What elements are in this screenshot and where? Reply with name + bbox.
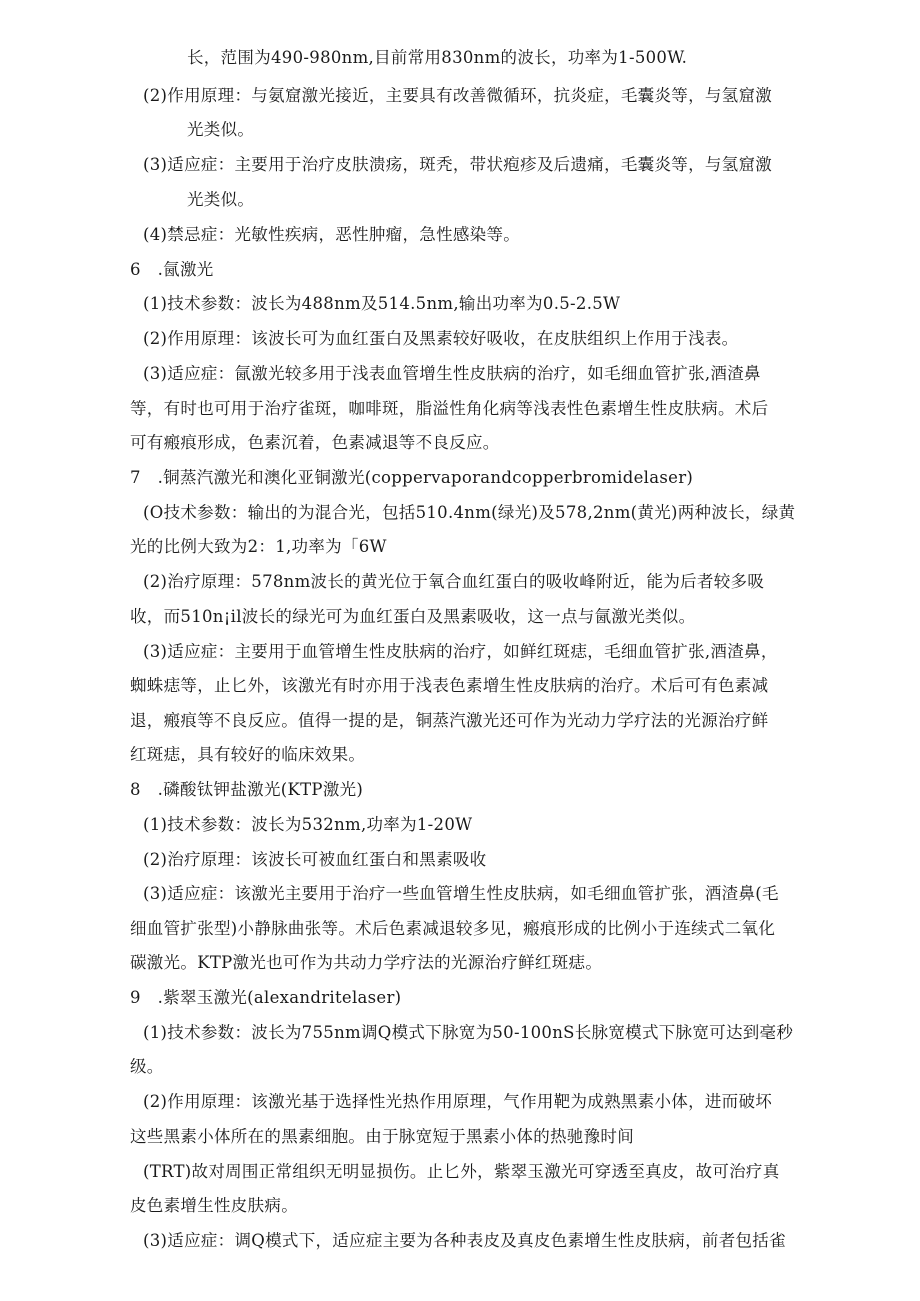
- text-line: 退，瘢痕等不良反应。值得一提的是，铜蒸汽激光还可作为光动力学疗法的光源治疗鲜: [130, 711, 769, 730]
- text-line: 碳激光。KTP激光也可作为共动力学疗法的光源治疗鲜红斑痣。: [130, 953, 603, 972]
- section-heading: 8 .磷酸钛钾盐激光(KTP激光): [130, 780, 364, 799]
- text-line: (2)作用原理：与氨窟激光接近，主要具有改善微循环，抗炎症，毛囊炎等，与氢窟激: [143, 86, 773, 105]
- section-heading: 6 .氤激光: [130, 260, 214, 279]
- text-line: (2)作用原理：该激光基于选择性光热作用原理，气作用靶为成熟黑素小体，进而破坏: [143, 1092, 773, 1111]
- text-line: 光类似。: [187, 120, 255, 139]
- text-line: 这些黑素小体所在的黑素细胞。由于脉宽短于黑素小体的热驰豫时间: [130, 1127, 634, 1146]
- text-line: (3)适应症：主要用于血管增生性皮肤病的治疗，如鲜红斑痣，毛细血管扩张,酒渣鼻，: [143, 642, 778, 661]
- text-line: (O技术参数：输出的为混合光，包括510.4nm(绿光)及578,2nm(黄光)两种波长，绿黄: [143, 503, 796, 522]
- text-line: (3)适应症：氤激光较多用于浅表血管增生性皮肤病的治疗，如毛细血管扩张,酒渣鼻: [143, 364, 761, 383]
- text-line: (1)技术参数：波长为532nm,功率为1-20W: [143, 815, 473, 834]
- text-line: (2)治疗原理：该波长可被血红蛋白和黑素吸收: [143, 850, 487, 869]
- text-line: (3)适应症：主要用于治疗皮肤溃疡，斑秃，带状疱疹及后遗痛，毛囊炎等，与氢窟激: [143, 155, 773, 174]
- text-line: (2)作用原理：该波长可为血红蛋白及黑素较好吸收，在皮肤组织上作用于浅表。: [143, 329, 739, 348]
- text-line: 细血管扩张型)小静脉曲张等。术后色素减退较多见，瘢痕形成的比例小于连续式二氧化: [130, 919, 776, 938]
- text-line: 红斑痣，具有较好的临床效果。: [130, 745, 366, 764]
- text-line: (2)治疗原理：578nm波长的黄光位于氧合血红蛋白的吸收峰附近，能为后者较多吸: [143, 572, 765, 591]
- text-line: 收，而510n¡il波长的绿光可为血红蛋白及黑素吸收，这一点与氤激光类似。: [130, 607, 696, 626]
- text-line: 等，有时也可用于治疗雀斑，咖啡斑，脂溢性角化病等浅表性色素增生性皮肤病。术后: [130, 399, 769, 418]
- text-line: 皮色素增生性皮肤病。: [130, 1196, 298, 1215]
- text-line: (TRT)故对周围正常组织无明显损伤。止匕外，紫翠玉激光可穿透至真皮，故可治疗真: [143, 1162, 780, 1181]
- section-heading: 7 .铜蒸汽激光和澳化亚铜激光(coppervaporandcopperbromidelaser): [130, 468, 694, 487]
- text-line: (1)技术参数：波长为488nm及514.5nm,输出功率为0.5-2.5W: [143, 294, 621, 313]
- section-heading: 9 .紫翠玉激光(alexandritelaser): [130, 988, 402, 1007]
- text-line: (1)技术参数：波长为755nm调Q模式下脉宽为50-100nS长脉宽模式下脉宽可达到毫秒: [143, 1023, 794, 1042]
- text-line: 蜘蛛痣等，止匕外，该激光有时亦用于浅表色素增生性皮肤病的治疗。术后可有色素减: [130, 676, 769, 695]
- text-line: 光的比例大致为2：1,功率为「6W: [130, 537, 387, 556]
- text-line: 光类似。: [187, 190, 255, 209]
- text-line: 可有瘢痕形成，色素沉着，色素减退等不良反应。: [130, 433, 500, 452]
- text-line: (3)适应症：调Q模式下，适应症主要为各种表皮及真皮色素增生性皮肤病，前者包括雀: [143, 1231, 786, 1250]
- text-line: 长，范围为490-980nm,目前常用830nm的波长，功率为1-500W.: [187, 48, 688, 67]
- text-line: (4)禁忌症：光敏性疾病，恶性肿瘤，急性感染等。: [143, 225, 521, 244]
- text-line: (3)适应症：该激光主要用于治疗一些血管增生性皮肤病，如毛细血管扩张，酒渣鼻(毛: [143, 884, 779, 903]
- text-line: 级。: [130, 1057, 164, 1076]
